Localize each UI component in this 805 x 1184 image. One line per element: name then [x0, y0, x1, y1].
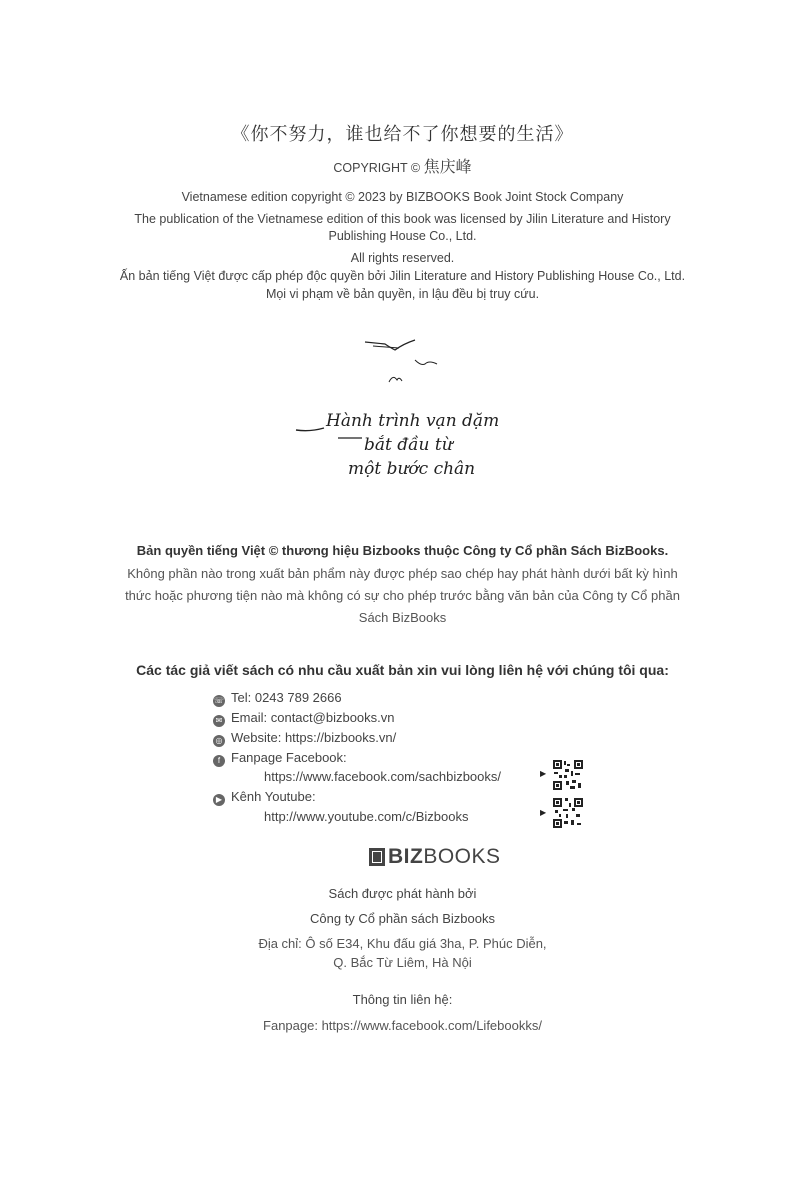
- slogan-line-1: Hành trình vạn dặm: [326, 411, 500, 431]
- contact-email: [213, 710, 395, 727]
- slogan-line-2: bắt đầu từ: [364, 435, 453, 455]
- email-text: Email: contact@bizbooks.vn: [231, 710, 395, 725]
- tel-text: Tel: 0243 789 2666: [231, 690, 342, 705]
- publisher-contact-label: Thông tin liên hệ:: [352, 992, 453, 1007]
- publisher-line-2: Công ty Cổ phần sách Bizbooks: [310, 911, 495, 926]
- bizbooks-logo-mark: [369, 848, 385, 866]
- publisher-fanpage[interactable]: Fanpage: https://www.facebook.com/Lifebookks/: [263, 1018, 542, 1033]
- contact-youtube: [213, 789, 316, 806]
- bizbooks-logo-text: BIZBOOKS: [388, 845, 501, 868]
- copyright-line: [0, 154, 805, 177]
- license-line-6: Mọi vi phạm về bản quyền, in lậu đều bị truy cứu.: [265, 287, 540, 301]
- youtube-url[interactable]: http://www.youtube.com/c/Bizbooks: [264, 809, 469, 824]
- youtube-label: Kênh Youtube:: [231, 789, 316, 804]
- arrow-right-icon: ▶: [540, 769, 547, 778]
- license-line-5: Ấn bản tiếng Việt được cấp phép độc quyền bởi Jilin Literature and History Publishing House Co., Ltd.: [119, 269, 686, 283]
- youtube-icon: ▶: [213, 794, 225, 806]
- email-icon: ✉: [213, 715, 225, 727]
- contact-facebook: [213, 750, 347, 767]
- rights-line-3: Sách BizBooks: [358, 610, 447, 625]
- facebook-icon: f: [213, 755, 225, 767]
- arrow-right-icon: ▶: [540, 808, 547, 817]
- rights-line-2: thức hoặc phương tiện nào mà không có sự cho phép trước bằng văn bản của Công ty Cổ phần: [125, 588, 680, 603]
- phone-icon: ☏: [213, 696, 224, 705]
- contact-tel: [213, 690, 342, 707]
- license-line-1: Vietnamese edition copyright © 2023 by BIZBOOKS Book Joint Stock Company: [181, 190, 624, 204]
- bird-small: [415, 360, 437, 365]
- license-line-2: The publication of the Vietnamese edition of this book was licensed by Jilin Literature and History: [134, 212, 671, 226]
- rights-heading: Bản quyền tiếng Việt © thương hiệu Bizbooks thuộc Công ty Cổ phần Sách BizBooks.: [136, 543, 669, 558]
- publisher-address-2: Q. Bắc Từ Liêm, Hà Nội: [333, 955, 472, 970]
- publisher-address-1: Địa chỉ: Ô số E34, Khu đấu giá 3ha, P. Phúc Diễn,: [258, 936, 547, 951]
- globe-icon: ◎: [213, 735, 225, 747]
- bird-large: [365, 340, 415, 350]
- license-line-3: Publishing House Co., Ltd.: [328, 229, 477, 243]
- bird-line: [373, 346, 399, 348]
- facebook-label: Fanpage Facebook:: [231, 750, 347, 765]
- bird-tiny: [389, 377, 402, 382]
- slogan-line-3: một bước chân: [348, 459, 476, 479]
- website-text: Website: https://bizbooks.vn/: [231, 730, 397, 745]
- slogan-calligraphy: [290, 404, 500, 484]
- chinese-title: 《你不努力，谁也给不了你想要的生活》: [231, 124, 574, 145]
- rights-line-1: Không phần nào trong xuất bản phẩm này được phép sao chép hay phát hành dưới bất kỳ hình: [127, 566, 678, 581]
- copyright-author: 焦庆峰: [423, 157, 472, 176]
- contact-heading: Các tác giả viết sách có nhu cầu xuất bản xin vui lòng liên hệ với chúng tôi qua:: [136, 662, 669, 678]
- birds-illustration: [355, 336, 445, 388]
- publisher-line-1: Sách được phát hành bởi: [328, 886, 477, 901]
- youtube-qr-code: [552, 797, 584, 829]
- facebook-qr-code: [552, 759, 584, 791]
- copyright-prefix: COPYRIGHT ©: [333, 161, 421, 175]
- facebook-url[interactable]: https://www.facebook.com/sachbizbooks/: [264, 769, 502, 784]
- contact-website: [213, 730, 396, 747]
- license-line-4: All rights reserved.: [350, 251, 455, 265]
- slogan-underline-1: [296, 428, 324, 431]
